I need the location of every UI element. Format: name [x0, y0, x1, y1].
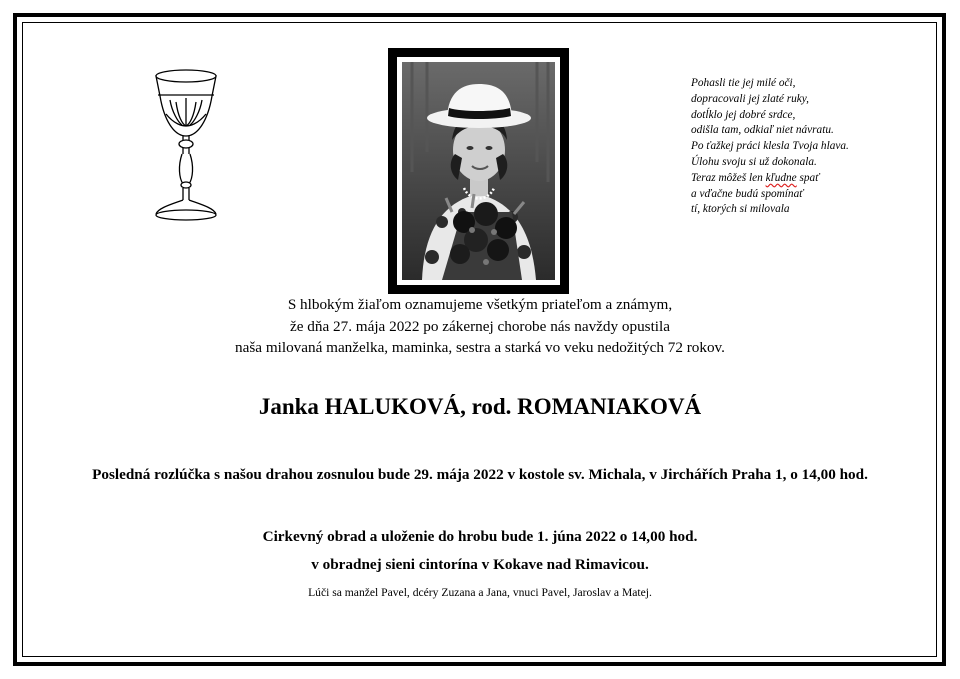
poem-line: a vďačne budú spomínať	[691, 187, 804, 200]
poem-line: Po ťažkej práci klesla Tvoja hlava.	[691, 140, 849, 153]
poem-line	[691, 171, 849, 187]
poem-line: odišla tam, odkiaľ niet návratu.	[691, 124, 834, 137]
chalice-icon	[152, 62, 220, 224]
farewell-ceremony-line: Posledná rozlúčka s našou drahou zosnulou bude 29. mája 2022 v kostole sv. Michala, v Jirchářích Praha 1, o 14,00 hod.	[92, 466, 868, 483]
portrait-photo	[402, 62, 555, 280]
burial-line-2: v obradnej sieni cintorína v Kokave nad Rimavicou.	[311, 556, 649, 573]
family-farewell: Lúči sa manžel Pavel, dcéry Zuzana a Jana, vnuci Pavel, Jaroslav a Matej.	[308, 586, 652, 599]
deceased-name: Janka HALUKOVÁ, rod. ROMANIAKOVÁ	[258, 394, 702, 419]
poem-line: dopracovali jej zlaté ruky,	[691, 92, 809, 105]
portrait-mat	[397, 57, 560, 285]
poem-line: dotĺklo jej dobré srdce,	[691, 108, 796, 121]
poem-line: Pohasli tie jej milé oči,	[691, 77, 796, 89]
poem-fragment: spať	[799, 171, 820, 184]
announcement-line-2: že dňa 27. mája 2022 po zákernej chorobe nás navždy opustila	[290, 318, 670, 335]
announcement-line-1: S hlbokým žiaľom oznamujeme všetkým priateľom a známym,	[287, 296, 673, 313]
announcement-line-3: naša milovaná manželka, maminka, sestra a starká vo veku nedožitých 72 rokov.	[235, 339, 725, 356]
burial-line-1: Cirkevný obrad a uloženie do hrobu bude 1. júna 2022 o 14,00 hod.	[262, 528, 698, 545]
memorial-poem	[691, 76, 849, 218]
poem-line: Úlohu svoju si už dokonala.	[691, 155, 817, 168]
poem-fragment: Teraz môžeš len	[691, 171, 763, 184]
poem-line: tí, ktorých si milovala	[691, 203, 790, 216]
misspelled-word: kľudne	[765, 171, 797, 184]
portrait-frame	[388, 48, 569, 294]
